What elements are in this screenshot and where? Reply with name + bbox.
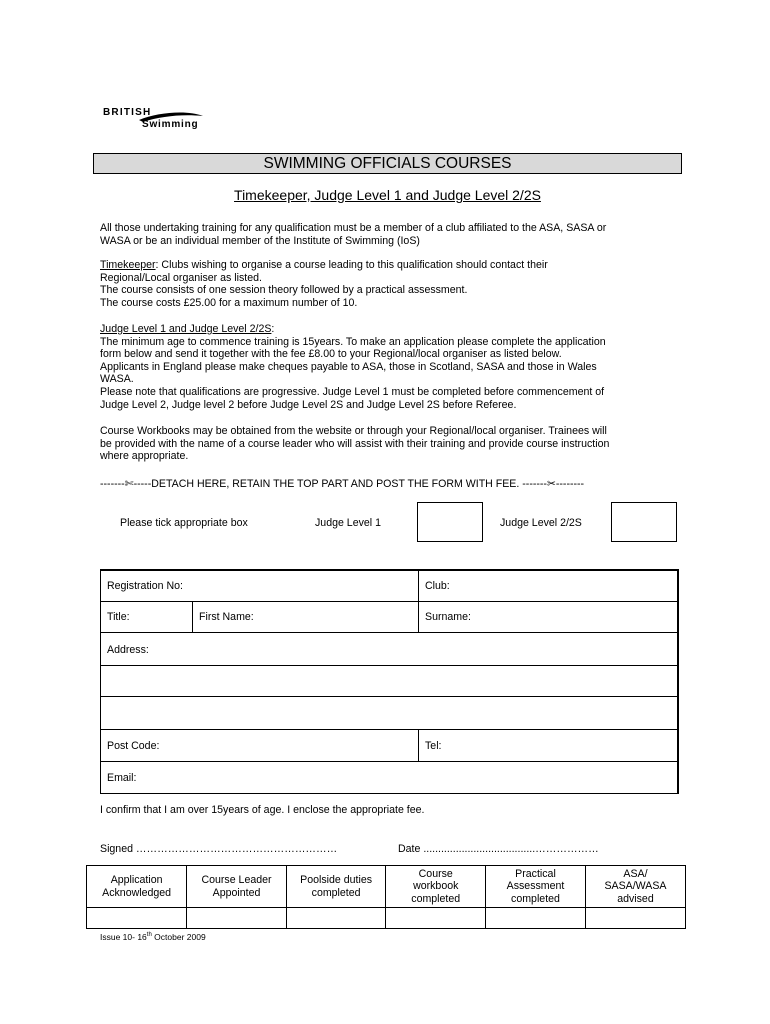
entry-asa-advised[interactable] (585, 908, 685, 929)
title-label: Title: (107, 611, 130, 623)
registration-field[interactable] (101, 571, 419, 601)
intro-paragraph (100, 222, 680, 247)
form-row-postcode (101, 730, 677, 762)
judge-heading: Judge Level 1 and Judge Level 2/2S (100, 323, 272, 335)
club-label: Club: (425, 580, 450, 592)
header-practical-assessment: Practical Assessment completed (486, 866, 586, 908)
issue-footer (100, 932, 206, 942)
footer-sup: th (146, 932, 152, 939)
header-application-acknowledged: Application Acknowledged (87, 866, 187, 908)
judge-heading-colon: : (271, 323, 275, 335)
entry-poolside-duties[interactable] (286, 908, 386, 929)
scissors-icon: ✂ (546, 478, 556, 490)
first-name-field[interactable] (193, 602, 419, 632)
detach-dashes: ------- (100, 478, 125, 490)
workbooks-paragraph (100, 425, 680, 463)
header-asa-advised: ASA/ SASA/WASA advised (585, 866, 685, 908)
post-code-field[interactable] (101, 730, 419, 761)
workbooks-line: where appropriate. (100, 450, 189, 463)
title-field[interactable] (101, 602, 193, 632)
timekeeper-line: Regional/Local organiser as listed. (100, 271, 262, 284)
workbooks-line: Course Workbooks may be obtained from the website or through your Regional/local organiser. Trainees will (100, 425, 607, 437)
detach-text: -----DETACH HERE, RETAIN THE TOP PART AND POST THE FORM WITH FEE. ------- (133, 478, 547, 490)
logo-line2: Swimming (142, 119, 199, 130)
address-field-1[interactable] (101, 633, 677, 666)
timekeeper-line: The course costs £25.00 for a maximum number of 10. (100, 296, 358, 309)
judge-line: Please note that qualifications are progressive. Judge Level 1 must be completed before commencement of (100, 385, 605, 398)
judge-line: WASA. (100, 373, 134, 386)
british-swimming-logo (103, 106, 213, 134)
page-subtitle: Timekeeper, Judge Level 1 and Judge Level 2/2S (234, 187, 541, 203)
judge-line: Applicants in England please make cheques payable to ASA, those in Scotland, SASA and those in Wales (100, 360, 597, 373)
judge-level-1-checkbox[interactable] (417, 502, 483, 542)
admin-table (86, 865, 686, 929)
entry-course-workbook[interactable] (386, 908, 486, 929)
intro-line: WASA or be an individual member of the Institute of Swimming (IoS) (100, 234, 420, 247)
entry-course-leader-appointed[interactable] (187, 908, 287, 929)
registration-form (100, 569, 679, 794)
header-poolside-duties: Poolside duties completed (286, 866, 386, 908)
tel-label: Tel: (425, 740, 442, 752)
page-title: SWIMMING OFFICIALS COURSES (93, 153, 682, 174)
detach-dashes: -------- (555, 478, 585, 490)
timekeeper-text: : Clubs wishing to organise a course leading to this qualification should contact their (155, 259, 548, 271)
timekeeper-line: The course consists of one session theory followed by a practical assessment. (100, 284, 468, 297)
detach-line (100, 478, 680, 490)
post-code-label: Post Code: (107, 740, 160, 752)
workbooks-line: be provided with the name of a course leader who will assist with their training and provide course instruction (100, 437, 610, 450)
header-course-leader-appointed: Course Leader Appointed (187, 866, 287, 908)
address-label: Address: (107, 644, 149, 656)
footer-prefix: Issue 10- 16 (100, 932, 147, 942)
form-row-name (101, 602, 677, 633)
form-row-registration (101, 571, 677, 602)
judge-level-2-label: Judge Level 2/2S (500, 517, 582, 529)
club-field[interactable] (419, 571, 677, 601)
entry-application-acknowledged[interactable] (87, 908, 187, 929)
email-label: Email: (107, 772, 137, 784)
surname-label: Surname: (425, 611, 471, 623)
timekeeper-heading: Timekeeper (100, 259, 156, 271)
first-name-label: First Name: (199, 611, 254, 623)
tel-field[interactable] (419, 730, 677, 761)
judge-section (100, 323, 680, 411)
judge-line: form below and send it together with the fee £8.00 to your Regional/local organiser as listed below. (100, 348, 562, 361)
judge-level-2-checkbox[interactable] (611, 502, 677, 542)
scissors-icon: ✄ (124, 478, 134, 490)
admin-entry-row (87, 908, 686, 929)
entry-practical-assessment[interactable] (486, 908, 586, 929)
signed-field[interactable]: Signed ………………………………………………… (100, 843, 338, 855)
address-field-2[interactable] (101, 666, 677, 697)
date-field[interactable]: Date ......................................……………… (398, 843, 599, 855)
registration-label: Registration No: (107, 580, 183, 592)
intro-line: All those undertaking training for any qualification must be a member of a club affiliated to the ASA, SASA or (100, 222, 607, 234)
confirm-statement: I confirm that I am over 15years of age. I enclose the appropriate fee. (100, 804, 425, 816)
timekeeper-section (100, 259, 680, 309)
tick-prompt: Please tick appropriate box (120, 517, 248, 529)
header-course-workbook: Course workbook completed (386, 866, 486, 908)
admin-header-row (87, 866, 686, 908)
logo-line1: BRITISH (103, 107, 152, 118)
surname-field[interactable] (419, 602, 677, 632)
email-field[interactable] (101, 762, 677, 793)
timekeeper-line (100, 259, 680, 272)
judge-heading-line (100, 323, 680, 336)
judge-level-1-label: Judge Level 1 (315, 517, 381, 529)
address-field-3[interactable] (101, 697, 677, 730)
footer-suffix: October 2009 (151, 932, 206, 942)
judge-line: Judge Level 2, Judge level 2 before Judge Level 2S and Judge Level 2S before Referee. (100, 398, 517, 411)
judge-line: The minimum age to commence training is 15years. To make an application please complete the application (100, 335, 606, 348)
